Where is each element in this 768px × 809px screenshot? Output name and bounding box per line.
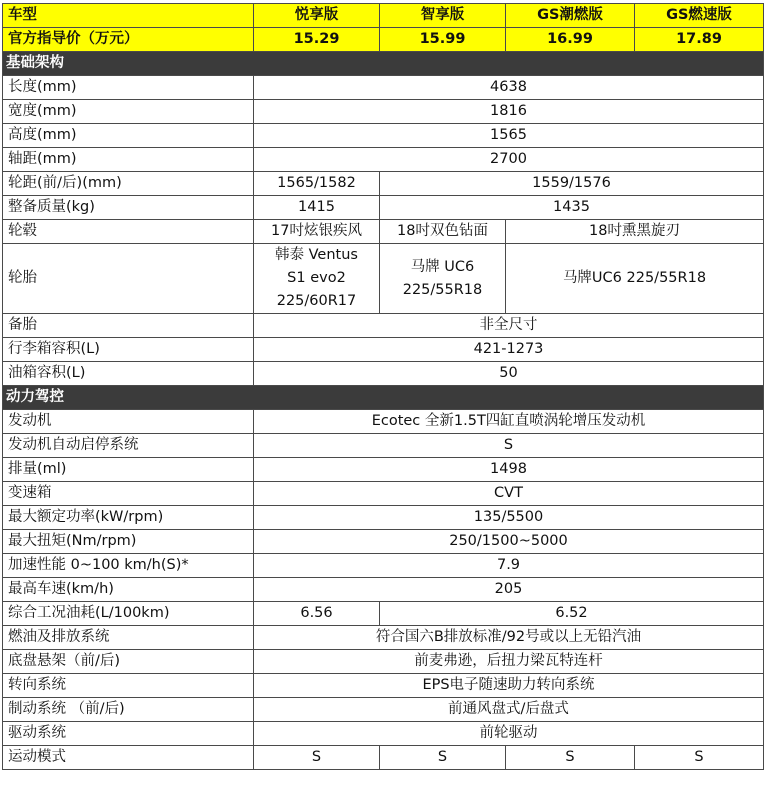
trim-price: 15.29 — [254, 28, 380, 52]
spec-value-line: S1 evo2 — [287, 270, 346, 286]
spec-row-length — [3, 76, 764, 100]
spec-value: 205 — [254, 578, 764, 602]
spec-value: 1565 — [254, 124, 764, 148]
header-row-price — [3, 28, 764, 52]
spec-row-spare — [3, 314, 764, 338]
trim-name: 智享版 — [380, 4, 506, 28]
spec-label: 宽度(mm) — [3, 100, 254, 124]
spec-value: 18吋熏黑旋刃 — [506, 220, 764, 244]
spec-value: 6.56 — [254, 602, 380, 626]
spec-value-line: 韩泰 Ventus — [275, 247, 358, 263]
spec-value: 2700 — [254, 148, 764, 172]
spec-label: 运动模式 — [3, 746, 254, 770]
spec-value: 1565/1582 — [254, 172, 380, 196]
spec-label: 轴距(mm) — [3, 148, 254, 172]
spec-row-tires — [3, 244, 764, 314]
spec-value: 7.9 — [254, 554, 764, 578]
spec-label: 综合工况油耗(L/100km) — [3, 602, 254, 626]
spec-value: 50 — [254, 362, 764, 386]
spec-value: 前麦弗逊，后扭力梁瓦特连杆 — [254, 650, 764, 674]
spec-row-suspension — [3, 650, 764, 674]
spec-value: 17吋炫银疾风 — [254, 220, 380, 244]
spec-row-engine — [3, 410, 764, 434]
trim-name: GS燃速版 — [635, 4, 764, 28]
spec-label: 最高车速(km/h) — [3, 578, 254, 602]
spec-row-drive — [3, 722, 764, 746]
spec-value: 前轮驱动 — [254, 722, 764, 746]
spec-row-sport-mode — [3, 746, 764, 770]
spec-value: 250/1500~5000 — [254, 530, 764, 554]
spec-value: 1816 — [254, 100, 764, 124]
spec-row-top-speed — [3, 578, 764, 602]
spec-row-gearbox — [3, 482, 764, 506]
spec-value: S — [254, 746, 380, 770]
spec-table — [2, 3, 764, 770]
header-row-model — [3, 4, 764, 28]
spec-label: 制动系统 （前/后) — [3, 698, 254, 722]
spec-row-max-torque — [3, 530, 764, 554]
spec-value-multiline — [380, 244, 506, 314]
spec-value-multiline — [254, 244, 380, 314]
spec-value: S — [635, 746, 764, 770]
spec-label: 行李箱容积(L) — [3, 338, 254, 362]
trim-price: 17.89 — [635, 28, 764, 52]
spec-value: 18吋双色钻面 — [380, 220, 506, 244]
spec-label: 长度(mm) — [3, 76, 254, 100]
spec-value-line: 225/60R17 — [276, 293, 357, 309]
section-header-basic — [3, 52, 764, 76]
spec-label: 底盘悬架（前/后) — [3, 650, 254, 674]
header-label-model: 车型 — [3, 4, 254, 28]
spec-label: 油箱容积(L) — [3, 362, 254, 386]
spec-label: 发动机 — [3, 410, 254, 434]
section-header-power — [3, 386, 764, 410]
spec-row-track — [3, 172, 764, 196]
section-title: 动力驾控 — [3, 386, 764, 410]
spec-label: 排量(ml) — [3, 458, 254, 482]
spec-row-width — [3, 100, 764, 124]
spec-value: 421-1273 — [254, 338, 764, 362]
spec-value: S — [254, 434, 764, 458]
spec-value: 1498 — [254, 458, 764, 482]
spec-row-start-stop — [3, 434, 764, 458]
spec-row-max-power — [3, 506, 764, 530]
spec-value: 1559/1576 — [380, 172, 764, 196]
spec-value: 前通风盘式/后盘式 — [254, 698, 764, 722]
spec-value: S — [506, 746, 635, 770]
spec-row-brakes — [3, 698, 764, 722]
spec-value: S — [380, 746, 506, 770]
spec-value: 符合国六B排放标准/92号或以上无铅汽油 — [254, 626, 764, 650]
spec-value: Ecotec 全新1.5T四缸直喷涡轮增压发动机 — [254, 410, 764, 434]
spec-row-height — [3, 124, 764, 148]
spec-row-steering — [3, 674, 764, 698]
trim-name: GS潮燃版 — [506, 4, 635, 28]
spec-row-trunk — [3, 338, 764, 362]
spec-value: 1435 — [380, 196, 764, 220]
spec-value: CVT — [254, 482, 764, 506]
spec-label: 轮距(前/后)(mm) — [3, 172, 254, 196]
spec-label: 变速箱 — [3, 482, 254, 506]
trim-name: 悦享版 — [254, 4, 380, 28]
spec-label: 轮毂 — [3, 220, 254, 244]
spec-row-displacement — [3, 458, 764, 482]
spec-row-acceleration — [3, 554, 764, 578]
spec-row-consumption — [3, 602, 764, 626]
spec-row-fuel-emission — [3, 626, 764, 650]
spec-row-rims — [3, 220, 764, 244]
spec-value: 非全尺寸 — [254, 314, 764, 338]
spec-label: 高度(mm) — [3, 124, 254, 148]
spec-value: 1415 — [254, 196, 380, 220]
spec-label: 备胎 — [3, 314, 254, 338]
spec-value: 135/5500 — [254, 506, 764, 530]
spec-value-line: 马牌 UC6 — [410, 258, 475, 275]
section-title: 基础架构 — [3, 52, 764, 76]
trim-price: 15.99 — [380, 28, 506, 52]
header-label-price: 官方指导价（万元） — [3, 28, 254, 52]
spec-row-fuel-tank — [3, 362, 764, 386]
spec-label: 燃油及排放系统 — [3, 626, 254, 650]
spec-value: 6.52 — [380, 602, 764, 626]
spec-label: 轮胎 — [3, 244, 254, 314]
spec-label: 发动机自动启停系统 — [3, 434, 254, 458]
trim-price: 16.99 — [506, 28, 635, 52]
spec-label: 最大扭矩(Nm/rpm) — [3, 530, 254, 554]
spec-value: 马牌UC6 225/55R18 — [506, 244, 764, 314]
spec-value: 4638 — [254, 76, 764, 100]
spec-label: 驱动系统 — [3, 722, 254, 746]
spec-row-curb-weight — [3, 196, 764, 220]
spec-label: 最大额定功率(kW/rpm) — [3, 506, 254, 530]
spec-label: 加速性能 0~100 km/h(S)* — [3, 554, 254, 578]
spec-value: EPS电子随速助力转向系统 — [254, 674, 764, 698]
spec-row-wheelbase — [3, 148, 764, 172]
spec-label: 整备质量(kg) — [3, 196, 254, 220]
spec-value-line: 225/55R18 — [402, 281, 483, 298]
spec-label: 转向系统 — [3, 674, 254, 698]
